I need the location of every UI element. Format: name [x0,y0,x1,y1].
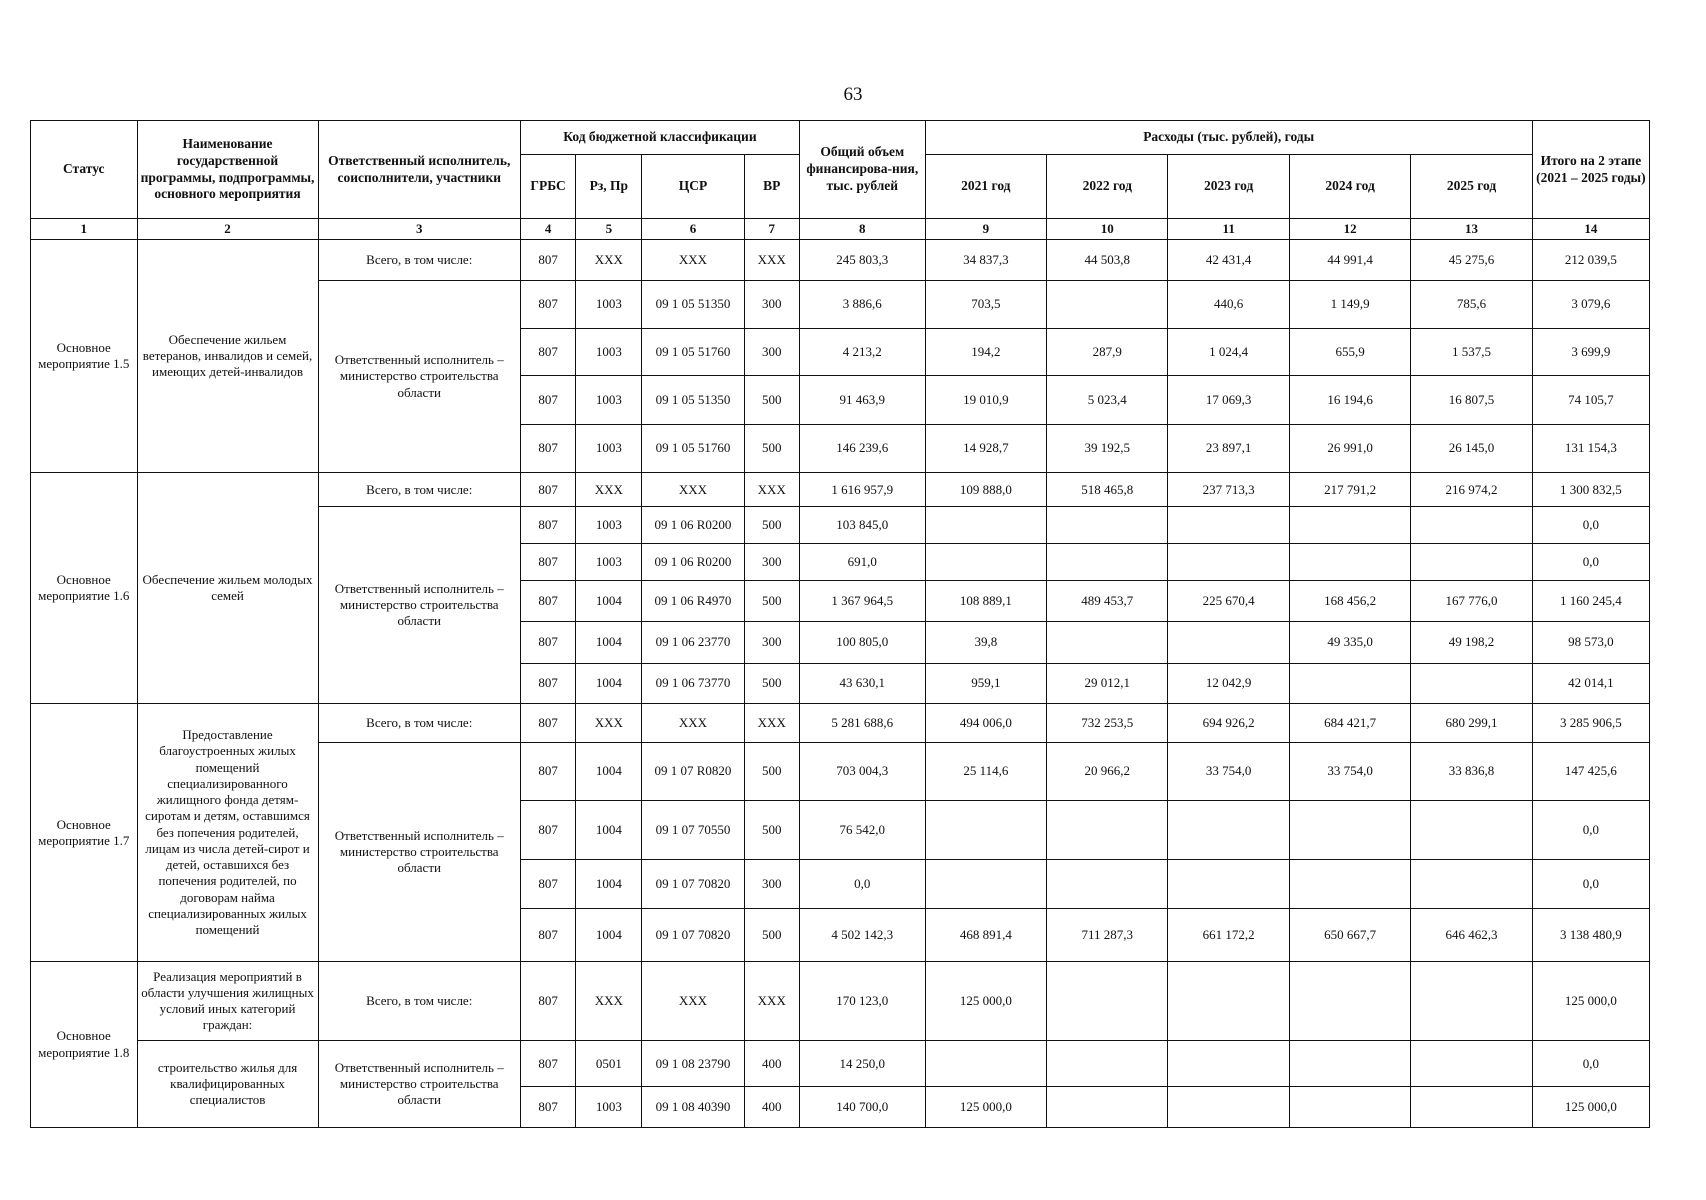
value-cell-y2023 [1168,1087,1289,1128]
value-cell-y2021: 108 889,1 [925,581,1046,622]
value-cell-y2024 [1289,801,1410,860]
value-cell-itogo: 0,0 [1532,544,1649,581]
value-cell-itogo: 0,0 [1532,801,1649,860]
value-cell-y2021 [925,507,1046,544]
page-number: 63 [843,84,863,105]
value-cell-y2024: 217 791,2 [1289,473,1410,507]
value-cell-total: 3 886,6 [799,280,925,328]
table-row [31,473,1650,507]
value-cell-y2022 [1047,544,1168,581]
header-grbs: ГРБС [520,155,575,219]
value-cell-grbs: 807 [520,859,575,909]
value-cell-y2024: 44 991,4 [1289,240,1410,281]
value-cell-y2025: 216 974,2 [1411,473,1532,507]
value-cell-y2023: 33 754,0 [1168,742,1289,801]
value-cell-grbs: 807 [520,240,575,281]
value-cell-itogo: 125 000,0 [1532,962,1649,1041]
column-number: 1 [31,219,138,240]
value-cell-y2021: 109 888,0 [925,473,1046,507]
column-number: 14 [1532,219,1649,240]
value-cell-csr: 09 1 08 23790 [642,1041,744,1087]
value-cell-vr: 300 [744,329,799,376]
value-cell-y2021: 468 891,4 [925,909,1046,962]
value-cell-rzpr: 1003 [576,376,642,424]
value-cell-itogo: 3 079,6 [1532,280,1649,328]
responsible-cell: Ответственный исполнитель – министерство строительства области [318,507,520,704]
program-name-cell: Обеспечение жильем молодых семей [137,473,318,704]
responsible-cell: Ответственный исполнитель – министерство строительства области [318,742,520,962]
value-cell-vr: 500 [744,909,799,962]
value-cell-y2025 [1411,859,1532,909]
responsible-cell: Всего, в том числе: [318,473,520,507]
value-cell-vr: XXX [744,704,799,742]
value-cell-y2023 [1168,544,1289,581]
value-cell-y2021: 959,1 [925,663,1046,704]
value-cell-vr: 500 [744,742,799,801]
value-cell-y2023 [1168,1041,1289,1087]
column-number-row [31,219,1650,240]
value-cell-vr: 400 [744,1041,799,1087]
header-total-volume: Общий объем финансирова-ния, тыс. рублей [799,121,925,219]
value-cell-y2021: 39,8 [925,621,1046,663]
column-number: 13 [1411,219,1532,240]
value-cell-itogo: 212 039,5 [1532,240,1649,281]
header-budget-code: Код бюджетной классификации [520,121,799,155]
value-cell-y2023 [1168,801,1289,860]
value-cell-y2025: 167 776,0 [1411,581,1532,622]
value-cell-y2023: 440,6 [1168,280,1289,328]
value-cell-itogo: 147 425,6 [1532,742,1649,801]
table-body [31,240,1650,1128]
value-cell-y2022 [1047,801,1168,860]
value-cell-y2025: 1 537,5 [1411,329,1532,376]
value-cell-itogo: 0,0 [1532,859,1649,909]
value-cell-y2021: 494 006,0 [925,704,1046,742]
value-cell-y2025 [1411,801,1532,860]
header-year-2023: 2023 год [1168,155,1289,219]
value-cell-y2022 [1047,859,1168,909]
value-cell-y2021: 125 000,0 [925,1087,1046,1128]
value-cell-y2025 [1411,962,1532,1041]
budget-table [30,120,1650,1128]
value-cell-y2022 [1047,1087,1168,1128]
value-cell-csr: 09 1 06 23770 [642,621,744,663]
value-cell-itogo: 1 300 832,5 [1532,473,1649,507]
value-cell-y2025: 49 198,2 [1411,621,1532,663]
value-cell-vr: 500 [744,663,799,704]
value-cell-itogo: 74 105,7 [1532,376,1649,424]
value-cell-csr: 09 1 07 70550 [642,801,744,860]
column-number: 4 [520,219,575,240]
column-number: 9 [925,219,1046,240]
value-cell-total: 43 630,1 [799,663,925,704]
value-cell-y2024: 26 991,0 [1289,424,1410,472]
table-row [31,240,1650,281]
value-cell-y2024: 1 149,9 [1289,280,1410,328]
value-cell-grbs: 807 [520,621,575,663]
value-cell-vr: 500 [744,424,799,472]
value-cell-y2023: 42 431,4 [1168,240,1289,281]
value-cell-y2022: 518 465,8 [1047,473,1168,507]
value-cell-y2021 [925,801,1046,860]
value-cell-vr: 300 [744,621,799,663]
value-cell-rzpr: 1003 [576,1087,642,1128]
value-cell-rzpr: 0501 [576,1041,642,1087]
column-number: 6 [642,219,744,240]
value-cell-y2024: 655,9 [1289,329,1410,376]
value-cell-y2025 [1411,507,1532,544]
header-csr: ЦСР [642,155,744,219]
value-cell-y2022: 287,9 [1047,329,1168,376]
header-responsible: Ответственный исполнитель, соисполнители, участники [318,121,520,219]
value-cell-y2024 [1289,507,1410,544]
value-cell-grbs: 807 [520,801,575,860]
value-cell-rzpr: 1004 [576,801,642,860]
value-cell-rzpr: 1004 [576,909,642,962]
value-cell-itogo: 42 014,1 [1532,663,1649,704]
value-cell-y2024: 16 194,6 [1289,376,1410,424]
status-cell: Основное мероприятие 1.8 [31,962,138,1128]
header-status: Статус [31,121,138,219]
value-cell-total: 691,0 [799,544,925,581]
value-cell-y2024: 49 335,0 [1289,621,1410,663]
value-cell-csr: 09 1 05 51760 [642,424,744,472]
value-cell-vr: 300 [744,280,799,328]
column-number: 2 [137,219,318,240]
value-cell-total: 91 463,9 [799,376,925,424]
value-cell-rzpr: 1004 [576,663,642,704]
value-cell-y2025: 646 462,3 [1411,909,1532,962]
value-cell-csr: XXX [642,962,744,1041]
value-cell-y2024 [1289,544,1410,581]
value-cell-y2021 [925,859,1046,909]
header-name: Наименование государственной программы, подпрограммы, основного мероприятия [137,121,318,219]
value-cell-vr: 300 [744,859,799,909]
program-name-cell: Реализация мероприятий в области улучшения жилищных условий иных категорий граждан: [137,962,318,1041]
value-cell-y2021: 34 837,3 [925,240,1046,281]
value-cell-y2024: 33 754,0 [1289,742,1410,801]
value-cell-y2023: 694 926,2 [1168,704,1289,742]
value-cell-grbs: 807 [520,581,575,622]
value-cell-total: 100 805,0 [799,621,925,663]
value-cell-rzpr: 1004 [576,621,642,663]
table-row [31,1041,1650,1087]
value-cell-csr: 09 1 06 R0200 [642,507,744,544]
value-cell-grbs: 807 [520,376,575,424]
value-cell-total: 245 803,3 [799,240,925,281]
header-vr: ВР [744,155,799,219]
value-cell-csr: 09 1 06 R0200 [642,544,744,581]
value-cell-rzpr: 1004 [576,742,642,801]
value-cell-total: 103 845,0 [799,507,925,544]
value-cell-grbs: 807 [520,704,575,742]
value-cell-y2023 [1168,859,1289,909]
column-number: 8 [799,219,925,240]
responsible-cell: Всего, в том числе: [318,240,520,281]
value-cell-y2024: 168 456,2 [1289,581,1410,622]
value-cell-y2021: 194,2 [925,329,1046,376]
value-cell-total: 1 367 964,5 [799,581,925,622]
value-cell-rzpr: XXX [576,240,642,281]
column-number: 5 [576,219,642,240]
value-cell-itogo: 3 699,9 [1532,329,1649,376]
value-cell-total: 703 004,3 [799,742,925,801]
header-year-2025: 2025 год [1411,155,1532,219]
value-cell-itogo: 3 138 480,9 [1532,909,1649,962]
value-cell-total: 0,0 [799,859,925,909]
value-cell-y2023: 1 024,4 [1168,329,1289,376]
value-cell-y2025: 16 807,5 [1411,376,1532,424]
value-cell-csr: XXX [642,473,744,507]
value-cell-grbs: 807 [520,962,575,1041]
value-cell-vr: XXX [744,240,799,281]
responsible-cell: Всего, в том числе: [318,704,520,742]
value-cell-grbs: 807 [520,544,575,581]
value-cell-total: 170 123,0 [799,962,925,1041]
value-cell-vr: 400 [744,1087,799,1128]
value-cell-itogo: 125 000,0 [1532,1087,1649,1128]
value-cell-y2023 [1168,962,1289,1041]
value-cell-y2023: 661 172,2 [1168,909,1289,962]
value-cell-y2022 [1047,1041,1168,1087]
value-cell-y2024 [1289,1041,1410,1087]
value-cell-csr: 09 1 08 40390 [642,1087,744,1128]
value-cell-y2022: 732 253,5 [1047,704,1168,742]
value-cell-grbs: 807 [520,280,575,328]
value-cell-vr: 300 [744,544,799,581]
value-cell-vr: 500 [744,507,799,544]
status-cell: Основное мероприятие 1.7 [31,704,138,962]
value-cell-y2025 [1411,1087,1532,1128]
value-cell-itogo: 1 160 245,4 [1532,581,1649,622]
value-cell-vr: 500 [744,581,799,622]
value-cell-itogo: 0,0 [1532,1041,1649,1087]
value-cell-y2022: 44 503,8 [1047,240,1168,281]
program-name-cell: Предоставление благоустроенных жилых помещений специализированного жилищного фонда детям-сиротам и детям, оставшимся без попечения родителей, лицам из числа детей-сирот и детей, оставшихся без попечения родителей, по договорам найма специализированных жилых помещений [137,704,318,962]
value-cell-y2023: 225 670,4 [1168,581,1289,622]
responsible-cell: Ответственный исполнитель – министерство строительства области [318,1041,520,1128]
value-cell-vr: XXX [744,962,799,1041]
value-cell-total: 140 700,0 [799,1087,925,1128]
value-cell-vr: 500 [744,801,799,860]
value-cell-y2025: 33 836,8 [1411,742,1532,801]
value-cell-total: 14 250,0 [799,1041,925,1087]
header-itogo: Итого на 2 этапе (2021 – 2025 годы) [1532,121,1649,219]
value-cell-rzpr: XXX [576,704,642,742]
value-cell-csr: 09 1 07 70820 [642,859,744,909]
value-cell-y2025 [1411,663,1532,704]
header-expenses: Расходы (тыс. рублей), годы [925,121,1532,155]
value-cell-csr: 09 1 07 R0820 [642,742,744,801]
value-cell-rzpr: XXX [576,473,642,507]
value-cell-itogo: 98 573,0 [1532,621,1649,663]
value-cell-y2022: 39 192,5 [1047,424,1168,472]
column-number: 7 [744,219,799,240]
value-cell-y2021: 25 114,6 [925,742,1046,801]
value-cell-y2025: 680 299,1 [1411,704,1532,742]
value-cell-csr: 09 1 05 51760 [642,329,744,376]
column-number: 12 [1289,219,1410,240]
value-cell-csr: XXX [642,704,744,742]
value-cell-rzpr: 1003 [576,329,642,376]
program-subname-cell: строительство жилья для квалифицированных специалистов [137,1041,318,1128]
responsible-cell: Ответственный исполнитель – министерство строительства области [318,280,520,473]
value-cell-y2024 [1289,663,1410,704]
value-cell-y2025 [1411,544,1532,581]
value-cell-vr: XXX [744,473,799,507]
header-year-2022: 2022 год [1047,155,1168,219]
value-cell-y2025 [1411,1041,1532,1087]
value-cell-y2021: 125 000,0 [925,962,1046,1041]
value-cell-y2025: 45 275,6 [1411,240,1532,281]
value-cell-total: 76 542,0 [799,801,925,860]
value-cell-y2024 [1289,1087,1410,1128]
value-cell-csr: 09 1 06 R4970 [642,581,744,622]
header-year-2024: 2024 год [1289,155,1410,219]
table-row [31,704,1650,742]
value-cell-grbs: 807 [520,909,575,962]
value-cell-y2022: 489 453,7 [1047,581,1168,622]
value-cell-rzpr: 1004 [576,581,642,622]
table-row [31,962,1650,1041]
value-cell-rzpr: XXX [576,962,642,1041]
value-cell-y2024: 650 667,7 [1289,909,1410,962]
value-cell-total: 4 502 142,3 [799,909,925,962]
value-cell-y2024 [1289,859,1410,909]
value-cell-total: 4 213,2 [799,329,925,376]
column-number: 11 [1168,219,1289,240]
value-cell-y2023 [1168,621,1289,663]
value-cell-y2023: 237 713,3 [1168,473,1289,507]
value-cell-csr: 09 1 06 73770 [642,663,744,704]
value-cell-y2025: 785,6 [1411,280,1532,328]
value-cell-itogo: 131 154,3 [1532,424,1649,472]
responsible-cell: Всего, в том числе: [318,962,520,1041]
status-cell: Основное мероприятие 1.5 [31,240,138,473]
value-cell-itogo: 0,0 [1532,507,1649,544]
value-cell-rzpr: 1003 [576,280,642,328]
value-cell-y2022 [1047,621,1168,663]
value-cell-rzpr: 1003 [576,544,642,581]
value-cell-y2021 [925,1041,1046,1087]
value-cell-grbs: 807 [520,329,575,376]
header-year-2021: 2021 год [925,155,1046,219]
value-cell-rzpr: 1003 [576,424,642,472]
value-cell-y2023 [1168,507,1289,544]
column-number: 10 [1047,219,1168,240]
value-cell-csr: 09 1 07 70820 [642,909,744,962]
value-cell-grbs: 807 [520,507,575,544]
value-cell-vr: 500 [744,376,799,424]
value-cell-y2021 [925,544,1046,581]
value-cell-y2022 [1047,280,1168,328]
value-cell-rzpr: 1003 [576,507,642,544]
value-cell-y2021: 703,5 [925,280,1046,328]
status-cell: Основное мероприятие 1.6 [31,473,138,704]
value-cell-csr: 09 1 05 51350 [642,280,744,328]
value-cell-y2022 [1047,507,1168,544]
value-cell-y2022: 711 287,3 [1047,909,1168,962]
value-cell-itogo: 3 285 906,5 [1532,704,1649,742]
value-cell-grbs: 807 [520,1087,575,1128]
value-cell-grbs: 807 [520,1041,575,1087]
value-cell-y2024 [1289,962,1410,1041]
value-cell-total: 5 281 688,6 [799,704,925,742]
value-cell-grbs: 807 [520,473,575,507]
value-cell-y2025: 26 145,0 [1411,424,1532,472]
value-cell-grbs: 807 [520,663,575,704]
program-name-cell: Обеспечение жильем ветеранов, инвалидов и семей, имеющих детей-инвалидов [137,240,318,473]
value-cell-y2022: 20 966,2 [1047,742,1168,801]
value-cell-grbs: 807 [520,424,575,472]
value-cell-csr: XXX [642,240,744,281]
value-cell-total: 146 239,6 [799,424,925,472]
value-cell-y2023: 12 042,9 [1168,663,1289,704]
value-cell-rzpr: 1004 [576,859,642,909]
value-cell-y2022: 29 012,1 [1047,663,1168,704]
value-cell-total: 1 616 957,9 [799,473,925,507]
value-cell-y2022: 5 023,4 [1047,376,1168,424]
value-cell-y2024: 684 421,7 [1289,704,1410,742]
value-cell-y2021: 14 928,7 [925,424,1046,472]
value-cell-grbs: 807 [520,742,575,801]
value-cell-y2022 [1047,962,1168,1041]
value-cell-csr: 09 1 05 51350 [642,376,744,424]
column-number: 3 [318,219,520,240]
value-cell-y2023: 17 069,3 [1168,376,1289,424]
value-cell-y2021: 19 010,9 [925,376,1046,424]
value-cell-y2023: 23 897,1 [1168,424,1289,472]
header-rzpr: Рз, Пр [576,155,642,219]
